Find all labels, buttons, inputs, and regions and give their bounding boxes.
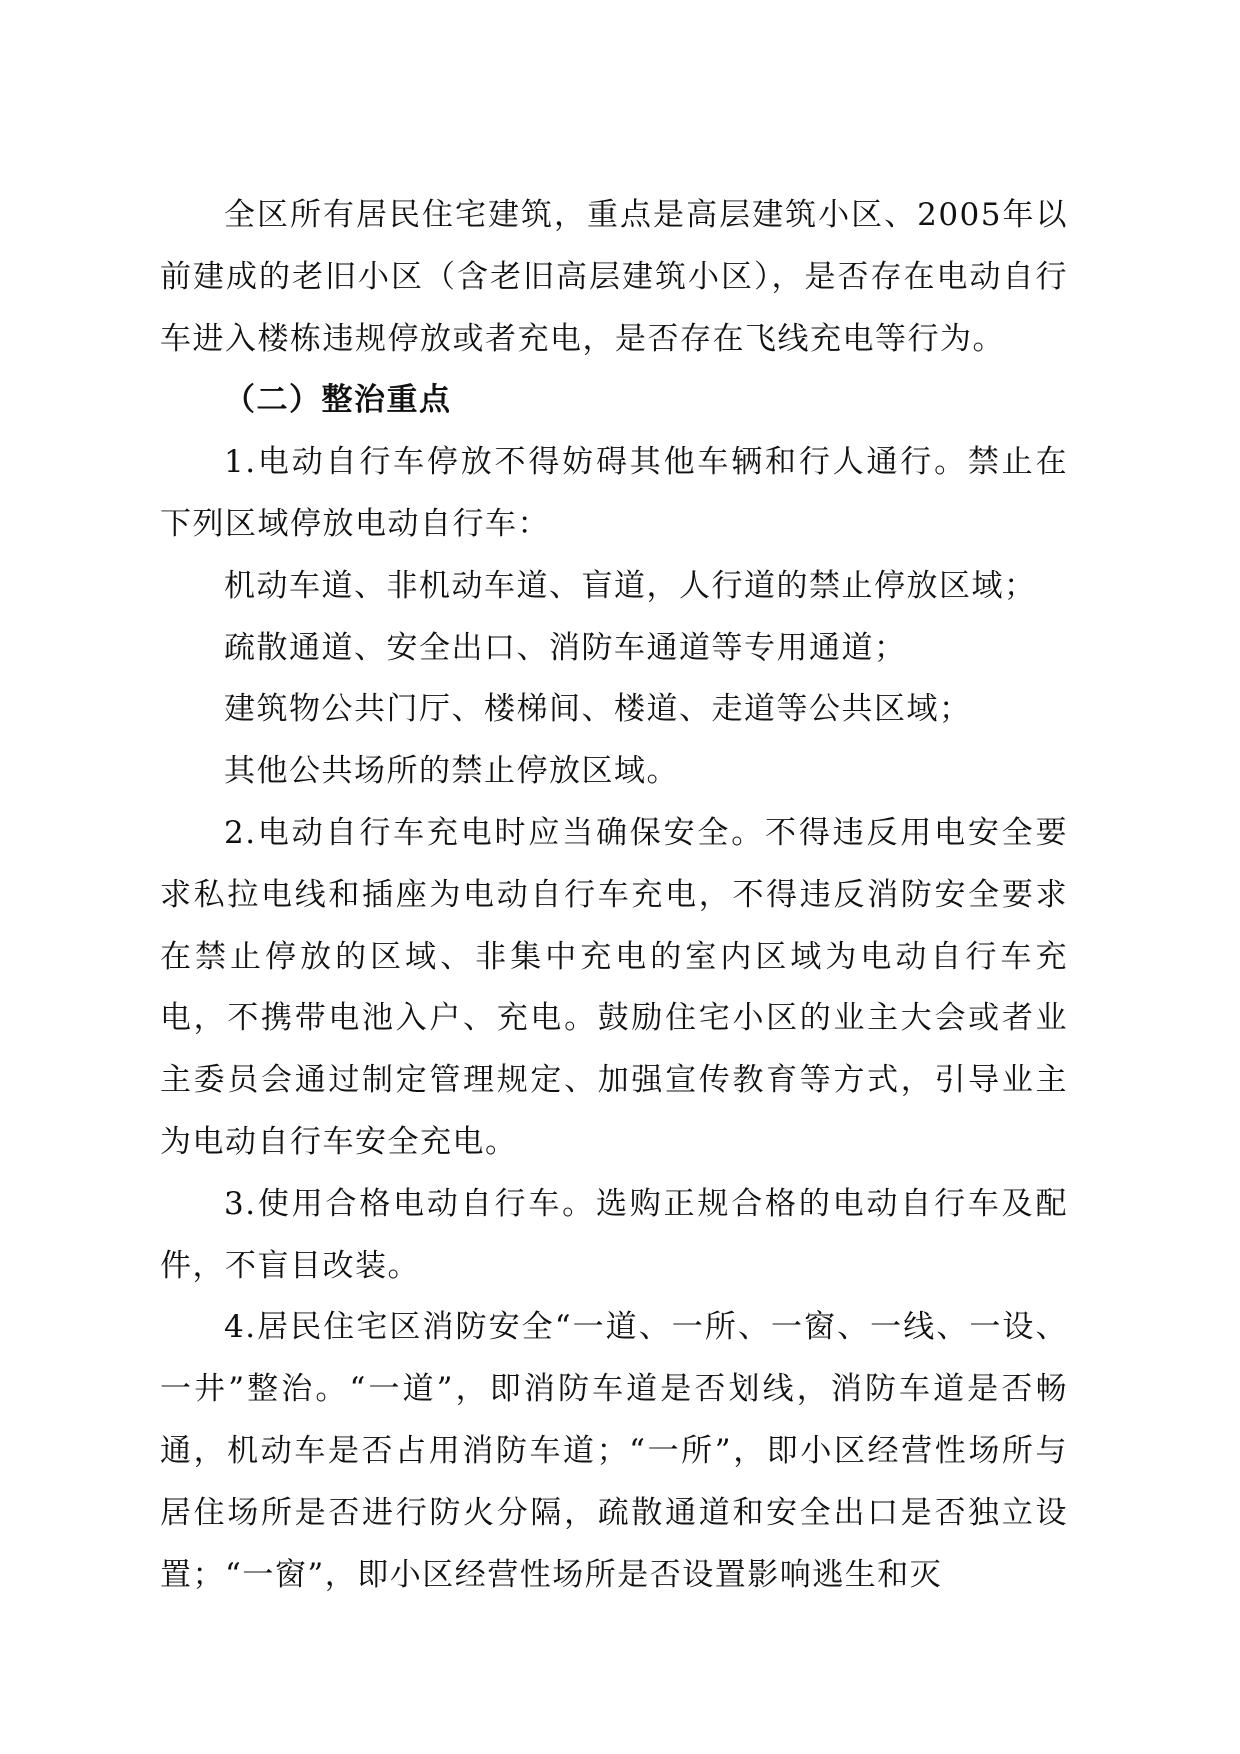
list-item: 建筑物公共门厅、楼梯间、楼道、走道等公共区域；	[224, 691, 972, 728]
list-item: 疏散通道、安全出口、消防车通道等专用通道；	[224, 629, 907, 666]
paragraph: 4.居民住宅区消防安全“一道、一所、一窗、一线、一设、一井”整治。“一道”，即消防车道是否划线，消防车道是否畅通，机动车是否占用消防车道；“一所”，即小区经营性场所与居住场所是否进行防火分隔，疏散通道和安全出口是否独立设置；“一窗”，即小区经营性场所是否设置影响逃生和灭	[160, 1309, 1068, 1593]
list-item: 机动车道、非机动车道、盲道，人行道的禁止停放区域；	[224, 567, 1037, 604]
paragraph: 1.电动自行车停放不得妨碍其他车辆和行人通行。禁止在下列区域停放电动自行车：	[160, 444, 1068, 542]
section-heading: （二）整治重点	[224, 382, 452, 419]
list-item: 其他公共场所的禁止停放区域。	[224, 753, 679, 790]
document-body	[160, 185, 1068, 1606]
paragraph: 全区所有居民住宅建筑，重点是高层建筑小区、2005年以前建成的老旧小区（含老旧高层建筑小区），是否存在电动自行车进入楼栋违规停放或者充电，是否存在飞线充电等行为。	[160, 197, 1068, 357]
paragraph: 2.电动自行车充电时应当确保安全。不得违反用电安全要求私拉电线和插座为电动自行车充电，不得违反消防安全要求在禁止停放的区域、非集中充电的室内区域为电动自行车充电，不携带电池入户、充电。鼓励住宅小区的业主大会或者业主委员会通过制定管理规定、加强宣传教育等方式，引导业主为电动自行车安全充电。	[160, 814, 1068, 1160]
paragraph: 3.使用合格电动自行车。选购正规合格的电动自行车及配件，不盲目改装。	[160, 1185, 1068, 1284]
